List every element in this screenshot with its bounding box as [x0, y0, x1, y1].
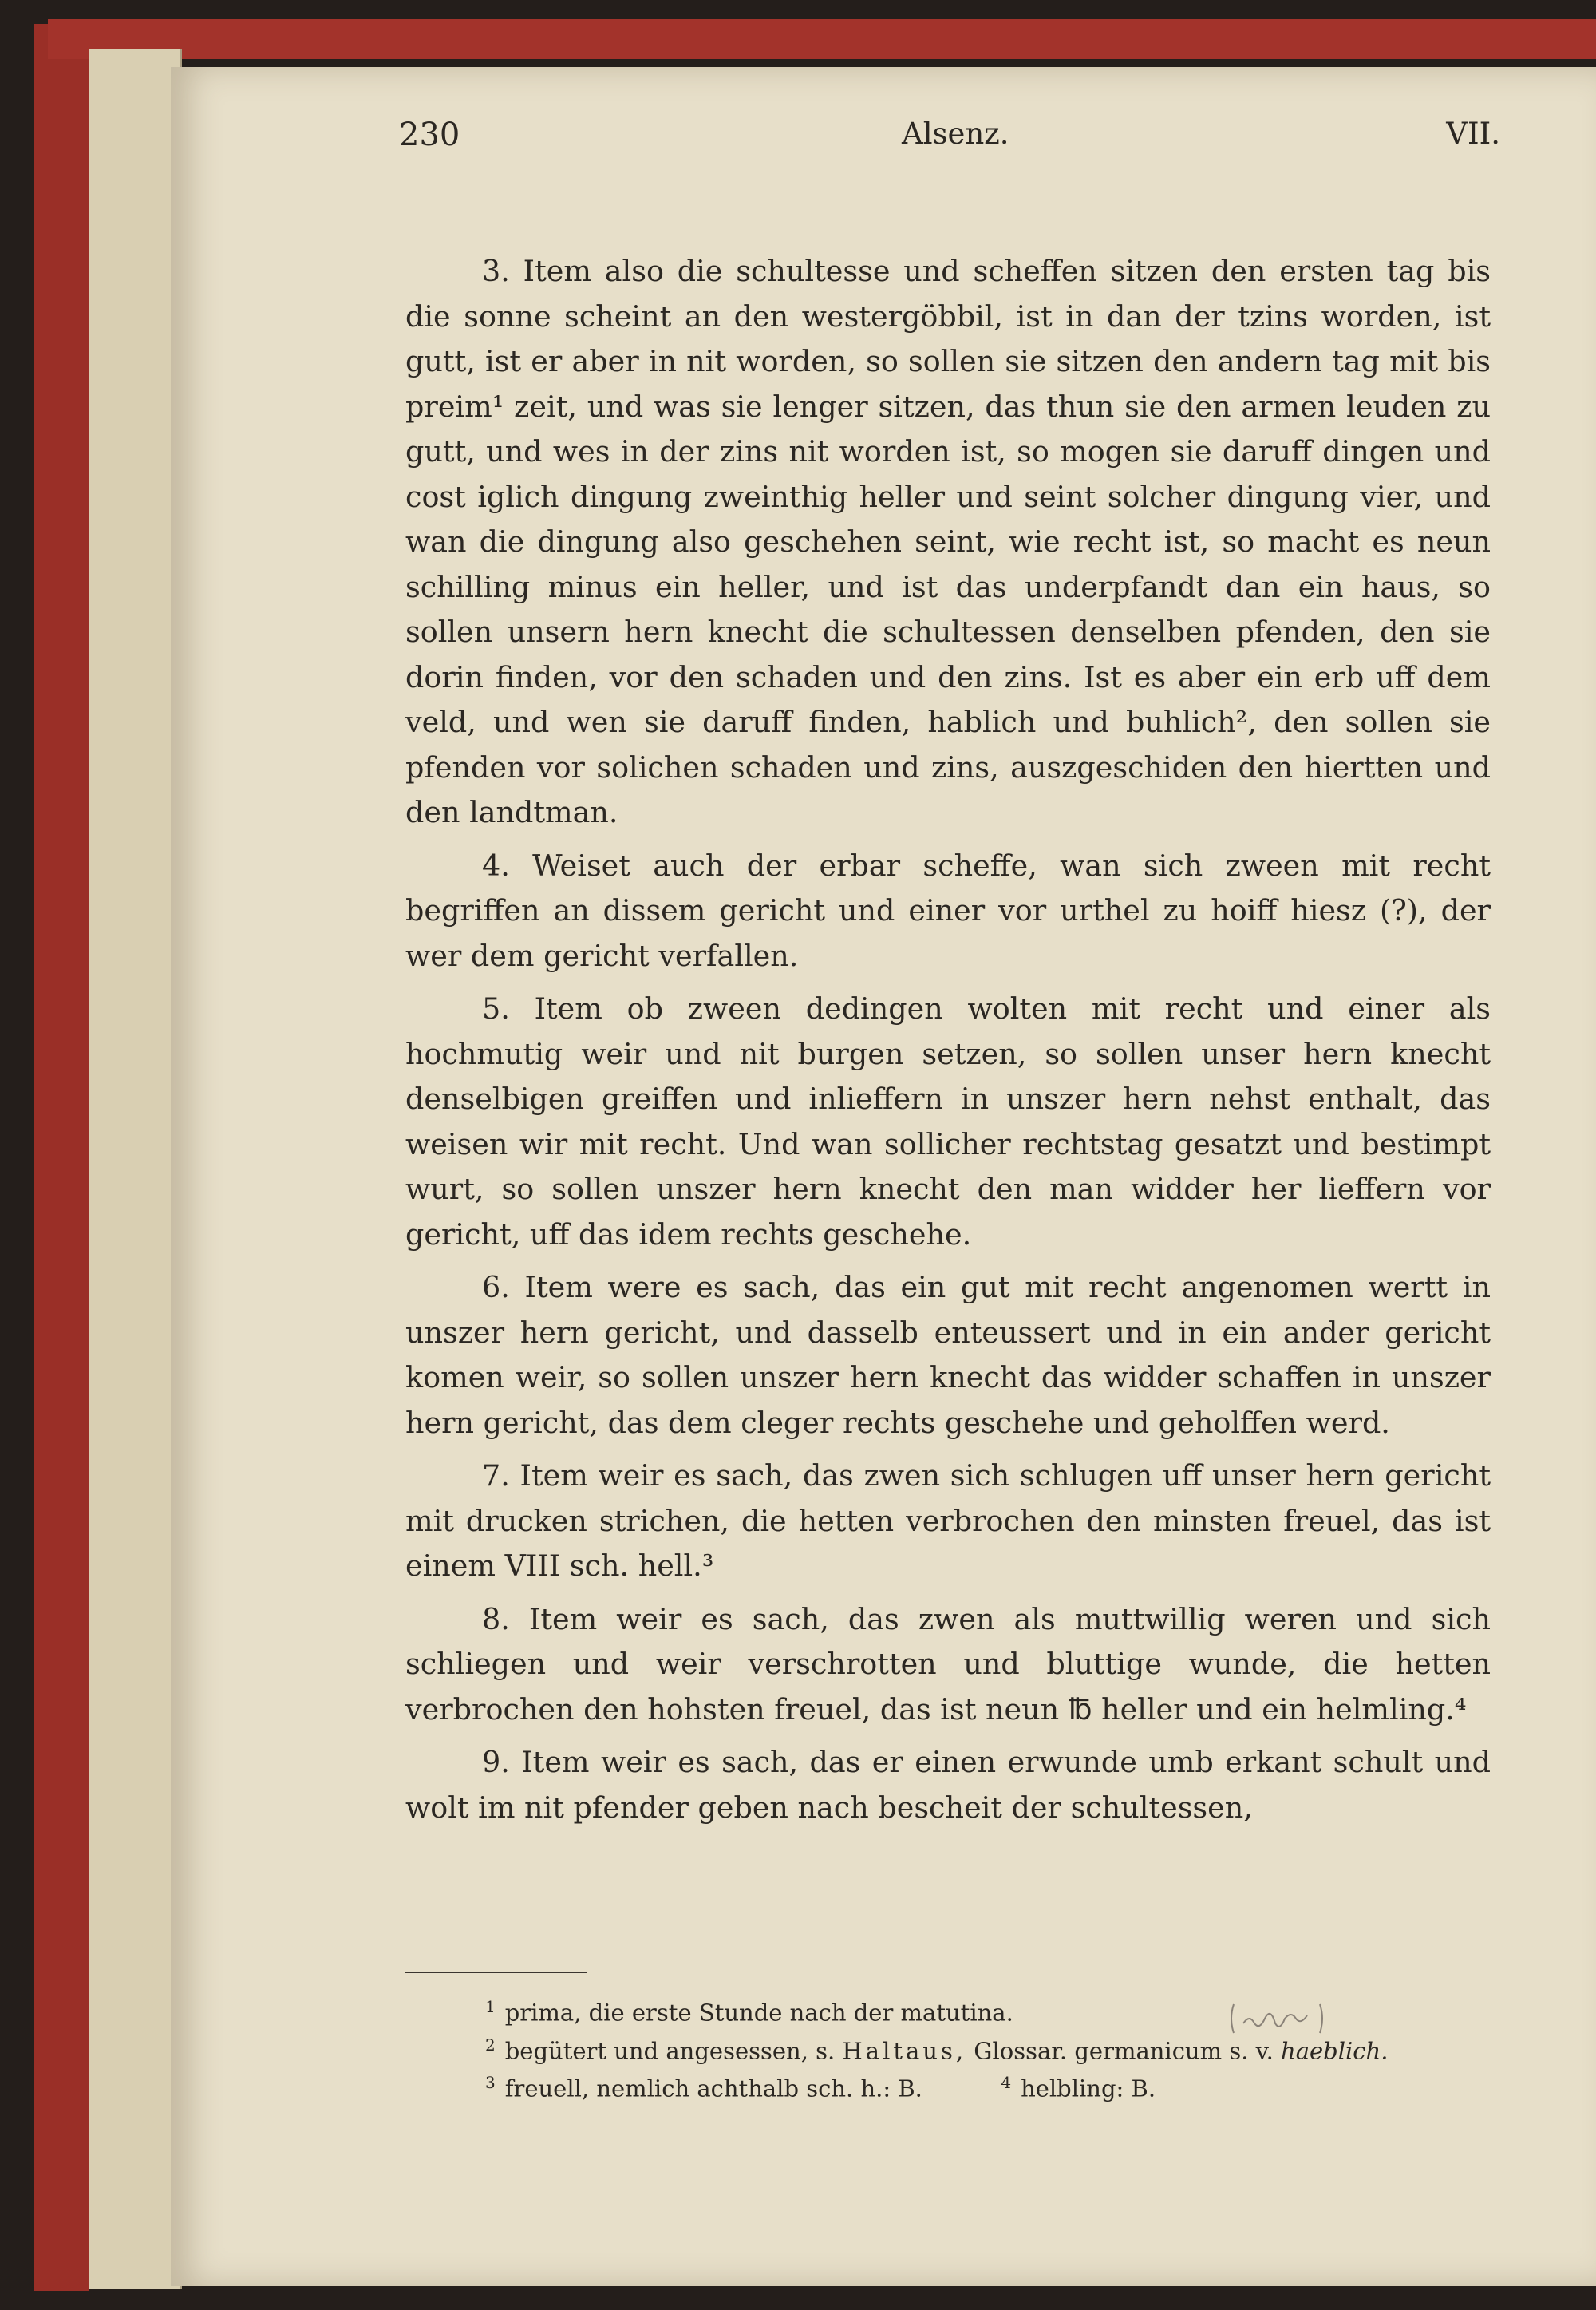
page-header — [399, 117, 1500, 164]
footnote-term: haeblich. — [1281, 2037, 1389, 2065]
paragraph-9: 9. Item weir es sach, das er einen erwunde umb erkant schult und wolt im nit pfender geben nach bescheit der schultessen, — [405, 1745, 1491, 1825]
footnote-mark: 2 — [485, 2035, 496, 2055]
chapter-number: VII. — [1446, 117, 1500, 151]
footnote-text: freuell, nemlich achthalb sch. h.: B. — [504, 2075, 922, 2102]
running-title: Alsenz. — [902, 117, 1009, 151]
page-number: 230 — [399, 117, 460, 153]
cover-edge-red — [34, 24, 89, 2291]
paragraph-6: 6. Item were es sach, das ein gut mit recht angenomen wertt in unszer hern gericht, und dasselb enteussert und in ein ander gericht komen weir, so sollen unszer hern knecht das widder schaffen in unszer hern gericht, das dem cleger rechts geschehe und geholffen werd. — [405, 1270, 1491, 1440]
footnote-mark: 3 — [485, 2073, 496, 2093]
footnotes — [485, 1991, 1523, 2105]
pencil-annotation — [1229, 1999, 1325, 2038]
paragraph-5: 5. Item ob zween dedingen wolten mit recht und einer als hochmutig weir und nit burgen setzen, so sollen unser hern knecht denselbigen greiffen und inlieffern in unszer hern nehst enthalt, das weisen wir mit recht. Und wan sollicher rechtstag gesatzt und bestimpt wurt, so sollen unszer hern knecht den man widder her lieffern vor gericht, uff das idem rechts geschehe. — [405, 991, 1491, 1252]
page-edge — [89, 49, 123, 2289]
footnote-mark: 1 — [485, 1997, 496, 2016]
footnote-text: Glossar. germanicum s. v. — [974, 2037, 1274, 2065]
footnote-1 — [485, 1991, 1523, 2029]
paragraph-7: 7. Item weir es sach, das zwen sich schlugen uff unser hern gericht mit drucken strichen, die hetten verbrochen den minsten freuel, das ist einem VIII sch. hell.³ — [405, 1458, 1491, 1583]
footnote-text: begütert und angesessen, s. — [504, 2037, 836, 2065]
footnote-text: prima, die erste Stunde nach der matutina. — [504, 1999, 1013, 2027]
main-text — [405, 249, 1491, 1838]
cover-top-red — [48, 19, 1596, 59]
paragraph-8: 8. Item weir es sach, das zwen als muttwillig weren und sich schliegen und weir verschrotten und bluttige wunde, die hetten verbrochen den hohsten freuel, das ist neun ℔ heller und ein helmling.⁴ — [405, 1601, 1491, 1727]
footnote-2 — [485, 2029, 1523, 2067]
footnote-rule — [405, 1972, 587, 1973]
footnote-author: Haltaus, — [842, 2037, 967, 2065]
footnote-text: helbling: B. — [1021, 2075, 1156, 2102]
paragraph-3: 3. Item also die schultesse und scheffen sitzen den ersten tag bis die sonne scheint an den westergöbbil, ist in dan der tzins worden, ist gutt, ist er aber in nit worden, so sollen sie sitzen den andern tag mit bis preim¹ zeit, und was sie lenger sitzen, das thun sie den armen leuden zu gutt, und wes in der zins nit worden ist, so mogen sie daruff dingen und cost iglich dingung zweinthig heller und seint solcher dingung vier, und wan die dingung also geschehen seint, wie recht ist, so macht es neun schilling minus ein heller, und ist das underpfandt dan ein haus, so sollen unsern hern knecht die schultessen denselben pfenden, den sie dorin finden, vor den schaden und den zins. Ist es aber ein erb uff dem veld, und wen sie daruff finden, hablich und buhlich², den sollen sie pfenden vor solichen schaden und zins, auszgeschiden den hiertten und den landtman. — [405, 254, 1491, 829]
footnote-mark: 4 — [1001, 2073, 1012, 2093]
paragraph-4: 4. Weiset auch der erbar scheffe, wan sich zween mit recht begriffen an dissem gericht und einer vor urthel zu hoiff hiesz (?), der wer dem gericht verfallen. — [405, 848, 1491, 973]
footnote-3-4 — [485, 2067, 1523, 2105]
